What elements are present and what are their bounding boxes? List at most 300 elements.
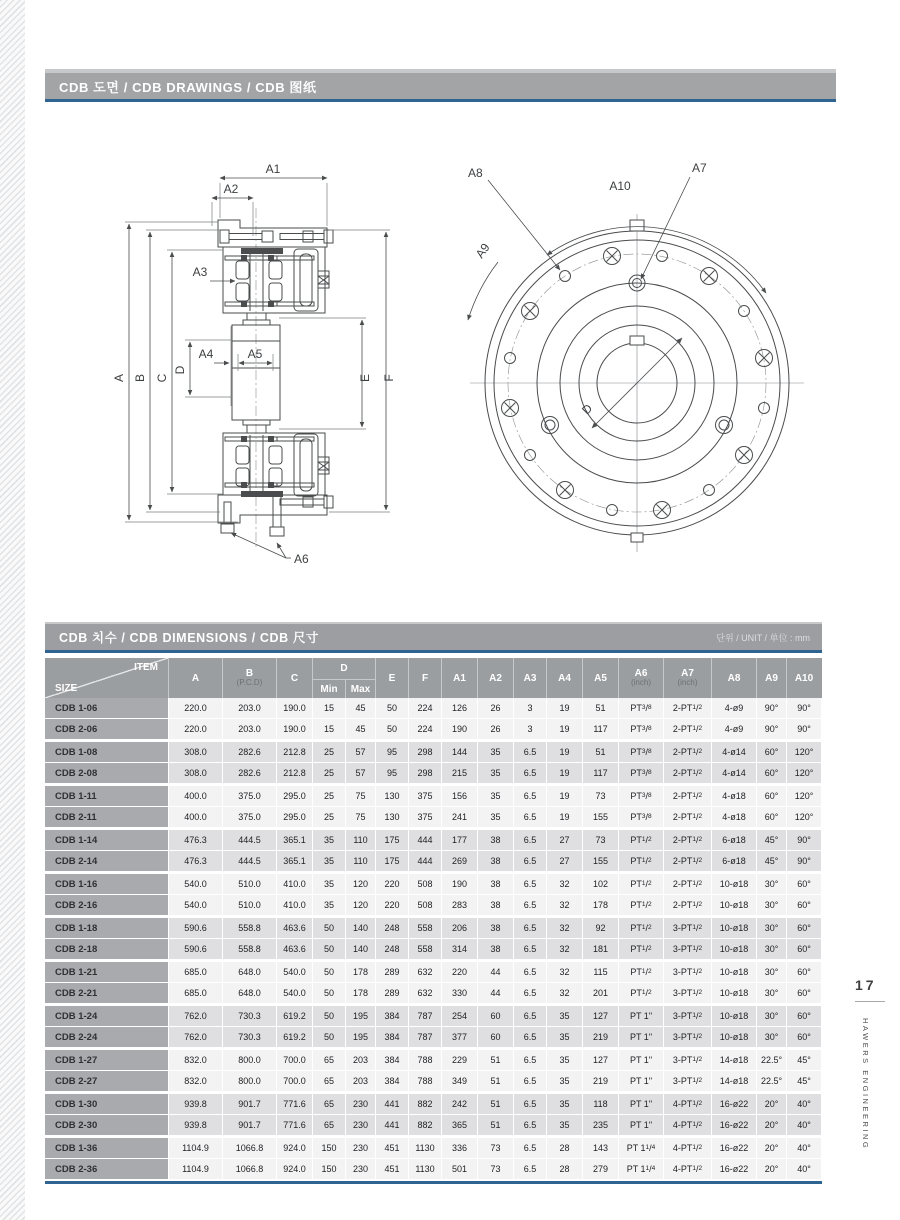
value-cell: 219 xyxy=(582,1071,618,1091)
value-cell: 788 xyxy=(408,1050,441,1070)
value-cell: 1104.9 xyxy=(168,1159,222,1179)
value-cell: 10-ø18 xyxy=(711,939,756,959)
value-cell: 10-ø18 xyxy=(711,983,756,1003)
value-cell: 384 xyxy=(375,1006,408,1026)
value-cell: 230 xyxy=(345,1094,375,1114)
value-cell: 540.0 xyxy=(276,983,312,1003)
value-cell: 314 xyxy=(441,939,477,959)
value-cell: 143 xyxy=(582,1138,618,1158)
value-cell: 6-ø18 xyxy=(711,851,756,871)
value-cell: 3-PT 1 / 2 xyxy=(663,1006,711,1026)
value-cell: 6.5 xyxy=(513,1138,546,1158)
corner-item-label: ITEM xyxy=(134,662,158,673)
value-cell: 10-ø18 xyxy=(711,1027,756,1047)
column-header-a1: A1 xyxy=(441,658,477,698)
value-cell: 50 xyxy=(312,1027,345,1047)
value-cell: 685.0 xyxy=(168,962,222,982)
value-cell: 762.0 xyxy=(168,1027,222,1047)
value-cell: 92 xyxy=(582,918,618,938)
size-cell: CDB 2-24 xyxy=(45,1027,168,1047)
value-cell: 330 xyxy=(441,983,477,1003)
value-cell: 195 xyxy=(345,1027,375,1047)
value-cell: 10-ø18 xyxy=(711,918,756,938)
size-cell: CDB 1-16 xyxy=(45,874,168,894)
column-header-f: F xyxy=(408,658,441,698)
value-cell: 375 xyxy=(408,786,441,806)
value-cell: PT 1" xyxy=(618,1027,663,1047)
value-cell: 558 xyxy=(408,918,441,938)
value-cell: 298 xyxy=(408,742,441,762)
value-cell: 242 xyxy=(441,1094,477,1114)
value-cell: 65 xyxy=(312,1115,345,1135)
table-row xyxy=(45,895,822,916)
value-cell: 120° xyxy=(786,763,821,783)
value-cell: 32 xyxy=(546,983,582,1003)
value-cell: 3-PT 1 / 2 xyxy=(663,962,711,982)
value-cell: 30° xyxy=(756,962,786,982)
value-cell: 40° xyxy=(786,1094,821,1114)
value-cell: 60° xyxy=(786,962,821,982)
value-cell: 51 xyxy=(477,1050,513,1070)
value-cell: 939.8 xyxy=(168,1115,222,1135)
value-cell: 44 xyxy=(477,983,513,1003)
value-cell: 400.0 xyxy=(168,786,222,806)
value-cell: 120° xyxy=(786,807,821,827)
label-a1: A1 xyxy=(265,162,281,176)
value-cell: 26 xyxy=(477,698,513,718)
table-corner-cell xyxy=(45,658,168,698)
value-cell: 6.5 xyxy=(513,939,546,959)
column-header-a9: A9 xyxy=(756,658,786,698)
value-cell: PT 1 1 / 4 xyxy=(618,1138,663,1158)
value-cell: 38 xyxy=(477,918,513,938)
value-cell: 144 xyxy=(441,742,477,762)
value-cell: 175 xyxy=(375,830,408,850)
dimensions-table xyxy=(45,658,822,1184)
value-cell: 762.0 xyxy=(168,1006,222,1026)
value-cell: 730.3 xyxy=(222,1006,276,1026)
value-cell: 685.0 xyxy=(168,983,222,1003)
value-cell: 10-ø18 xyxy=(711,1006,756,1026)
value-cell: 648.0 xyxy=(222,983,276,1003)
column-subheader-max: Max xyxy=(345,679,375,698)
value-cell: 73 xyxy=(477,1138,513,1158)
value-cell: 178 xyxy=(345,983,375,1003)
value-cell: 60° xyxy=(786,1027,821,1047)
value-cell: 6.5 xyxy=(513,1094,546,1114)
value-cell: 254 xyxy=(441,1006,477,1026)
value-cell: 178 xyxy=(582,895,618,915)
value-cell: 590.6 xyxy=(168,918,222,938)
value-cell: 10-ø18 xyxy=(711,874,756,894)
value-cell: 175 xyxy=(375,851,408,871)
label-e: E xyxy=(358,373,372,383)
front-dimension-lines xyxy=(468,177,766,428)
value-cell: 248 xyxy=(375,918,408,938)
value-cell: 75 xyxy=(345,807,375,827)
value-cell: PT 1" xyxy=(618,1094,663,1114)
column-header-a8: A8 xyxy=(711,658,756,698)
value-cell: 2-PT 1 / 2 xyxy=(663,807,711,827)
table-row xyxy=(45,983,822,1004)
value-cell: 38 xyxy=(477,851,513,871)
size-cell: CDB 2-16 xyxy=(45,895,168,915)
value-cell: 60° xyxy=(756,763,786,783)
value-cell: 6.5 xyxy=(513,1027,546,1047)
value-cell: 787 xyxy=(408,1006,441,1026)
front-view-drawing xyxy=(440,150,860,595)
value-cell: 50 xyxy=(312,983,345,1003)
value-cell: 181 xyxy=(582,939,618,959)
value-cell: 6.5 xyxy=(513,874,546,894)
value-cell: 6.5 xyxy=(513,962,546,982)
value-cell: 590.6 xyxy=(168,939,222,959)
value-cell: 45 xyxy=(345,698,375,718)
value-cell: 800.0 xyxy=(222,1050,276,1070)
value-cell: 212.8 xyxy=(276,742,312,762)
value-cell: 901.7 xyxy=(222,1115,276,1135)
table-row xyxy=(45,698,822,719)
column-header-d: D xyxy=(312,658,375,679)
value-cell: PT 1 / 2 xyxy=(618,830,663,850)
size-cell: CDB 2-36 xyxy=(45,1159,168,1179)
value-cell: 3-PT 1 / 2 xyxy=(663,1027,711,1047)
column-subheader-min: Min xyxy=(312,679,345,698)
column-header-a7: A7 (inch) xyxy=(663,658,711,698)
value-cell: 6.5 xyxy=(513,1159,546,1179)
value-cell: PT 1" xyxy=(618,1115,663,1135)
value-cell: 6.5 xyxy=(513,807,546,827)
value-cell: 224 xyxy=(408,719,441,739)
value-cell: 771.6 xyxy=(276,1094,312,1114)
value-cell: 219 xyxy=(582,1027,618,1047)
value-cell: 308.0 xyxy=(168,742,222,762)
label-a: A xyxy=(112,373,126,383)
value-cell: 308.0 xyxy=(168,763,222,783)
value-cell: 35 xyxy=(546,1094,582,1114)
value-cell: 410.0 xyxy=(276,895,312,915)
page-number: 17 xyxy=(855,977,877,993)
value-cell: 6.5 xyxy=(513,1006,546,1026)
value-cell: 16-ø22 xyxy=(711,1138,756,1158)
size-cell: CDB 1-08 xyxy=(45,742,168,762)
value-cell: PT 1" xyxy=(618,1071,663,1091)
value-cell: 35 xyxy=(477,786,513,806)
value-cell: 282.6 xyxy=(222,763,276,783)
value-cell: 35 xyxy=(312,851,345,871)
table-column-header xyxy=(45,658,822,698)
value-cell: 38 xyxy=(477,874,513,894)
value-cell: 476.3 xyxy=(168,830,222,850)
value-cell: 924.0 xyxy=(276,1159,312,1179)
value-cell: 10-ø18 xyxy=(711,895,756,915)
value-cell: 73 xyxy=(582,830,618,850)
table-row xyxy=(45,939,822,960)
label-a6: A6 xyxy=(294,552,309,566)
value-cell: 384 xyxy=(375,1050,408,1070)
value-cell: 220 xyxy=(375,895,408,915)
dimensions-section-title: CDB 치수 / CDB DIMENSIONS / CDB 尺寸 xyxy=(59,631,320,645)
value-cell: 632 xyxy=(408,962,441,982)
value-cell: PT 3 / 8 xyxy=(618,763,663,783)
value-cell: 50 xyxy=(312,939,345,959)
value-cell: PT 1 / 2 xyxy=(618,874,663,894)
value-cell: 60 xyxy=(477,1027,513,1047)
value-cell: 19 xyxy=(546,742,582,762)
column-header-e: E xyxy=(375,658,408,698)
size-cell: CDB 1-14 xyxy=(45,830,168,850)
value-cell: 365.1 xyxy=(276,851,312,871)
value-cell: 771.6 xyxy=(276,1115,312,1135)
table-row xyxy=(45,1050,822,1071)
dimensions-section-header xyxy=(45,622,822,653)
value-cell: 60° xyxy=(756,807,786,827)
value-cell: PT 1 / 2 xyxy=(618,939,663,959)
value-cell: 6.5 xyxy=(513,851,546,871)
value-cell: 444.5 xyxy=(222,851,276,871)
table-row xyxy=(45,962,822,983)
value-cell: 384 xyxy=(375,1027,408,1047)
value-cell: 375.0 xyxy=(222,786,276,806)
value-cell: 377 xyxy=(441,1027,477,1047)
value-cell: 444 xyxy=(408,830,441,850)
value-cell: 295.0 xyxy=(276,807,312,827)
table-body xyxy=(45,698,822,1180)
value-cell: PT 1 / 2 xyxy=(618,851,663,871)
value-cell: 115 xyxy=(582,962,618,982)
value-cell: 51 xyxy=(477,1071,513,1091)
value-cell: 40° xyxy=(786,1115,821,1135)
value-cell: 463.6 xyxy=(276,939,312,959)
value-cell: 365 xyxy=(441,1115,477,1135)
column-header-c: C xyxy=(276,658,312,698)
value-cell: 16-ø22 xyxy=(711,1115,756,1135)
value-cell: 4-ø9 xyxy=(711,698,756,718)
value-cell: 126 xyxy=(441,698,477,718)
value-cell: 35 xyxy=(477,763,513,783)
label-a5: A5 xyxy=(247,347,263,361)
value-cell: 95 xyxy=(375,763,408,783)
value-cell: 476.3 xyxy=(168,851,222,871)
value-cell: 6.5 xyxy=(513,830,546,850)
value-cell: 4-ø18 xyxy=(711,786,756,806)
value-cell: 4-PT 1 / 2 xyxy=(663,1094,711,1114)
value-cell: 32 xyxy=(546,895,582,915)
value-cell: 1066.8 xyxy=(222,1159,276,1179)
value-cell: PT 1" xyxy=(618,1050,663,1070)
value-cell: 51 xyxy=(582,742,618,762)
value-cell: 558.8 xyxy=(222,918,276,938)
value-cell: 51 xyxy=(477,1094,513,1114)
value-cell: 140 xyxy=(345,918,375,938)
size-cell: CDB 1-21 xyxy=(45,962,168,982)
size-cell: CDB 1-27 xyxy=(45,1050,168,1070)
value-cell: 444 xyxy=(408,851,441,871)
table-row xyxy=(45,1115,822,1136)
value-cell: 924.0 xyxy=(276,1138,312,1158)
value-cell: 120 xyxy=(345,895,375,915)
value-cell: 26 xyxy=(477,719,513,739)
label-d-side: D xyxy=(173,365,187,375)
value-cell: 400.0 xyxy=(168,807,222,827)
value-cell: 190.0 xyxy=(276,698,312,718)
value-cell: 45° xyxy=(786,1071,821,1091)
value-cell: 6.5 xyxy=(513,1050,546,1070)
value-cell: 32 xyxy=(546,939,582,959)
value-cell: 451 xyxy=(375,1138,408,1158)
unit-note: 단위 / UNIT / 单位 : mm xyxy=(716,632,810,643)
value-cell: 16-ø22 xyxy=(711,1159,756,1179)
value-cell: 140 xyxy=(345,939,375,959)
value-cell: 60° xyxy=(786,939,821,959)
value-cell: 16-ø22 xyxy=(711,1094,756,1114)
size-cell: CDB 2-08 xyxy=(45,763,168,783)
value-cell: 730.3 xyxy=(222,1027,276,1047)
value-cell: 540.0 xyxy=(276,962,312,982)
value-cell: 2-PT 1 / 2 xyxy=(663,763,711,783)
value-cell: 27 xyxy=(546,830,582,850)
value-cell: 4-ø14 xyxy=(711,742,756,762)
drawings-section-title: CDB 도면 / CDB DRAWINGS / CDB 图纸 xyxy=(59,79,317,95)
label-a2: A2 xyxy=(223,182,239,196)
value-cell: 410.0 xyxy=(276,874,312,894)
value-cell: 2-PT 1 / 2 xyxy=(663,895,711,915)
value-cell: 4-PT 1 / 2 xyxy=(663,1159,711,1179)
value-cell: 882 xyxy=(408,1094,441,1114)
value-cell: 35 xyxy=(546,1006,582,1026)
value-cell: 229 xyxy=(441,1050,477,1070)
value-cell: PT 3 / 8 xyxy=(618,719,663,739)
value-cell: 90° xyxy=(756,698,786,718)
value-cell: 32 xyxy=(546,918,582,938)
value-cell: 30° xyxy=(756,874,786,894)
value-cell: 510.0 xyxy=(222,895,276,915)
value-cell: 508 xyxy=(408,895,441,915)
value-cell: 220.0 xyxy=(168,719,222,739)
value-cell: 220 xyxy=(441,962,477,982)
value-cell: 150 xyxy=(312,1159,345,1179)
value-cell: 3-PT 1 / 2 xyxy=(663,1071,711,1091)
label-a3: A3 xyxy=(192,265,208,279)
table-row xyxy=(45,719,822,740)
value-cell: 279 xyxy=(582,1159,618,1179)
value-cell: 269 xyxy=(441,851,477,871)
value-cell: 501 xyxy=(441,1159,477,1179)
value-cell: 220.0 xyxy=(168,698,222,718)
table-row xyxy=(45,830,822,851)
value-cell: 6.5 xyxy=(513,1071,546,1091)
value-cell: 38 xyxy=(477,939,513,959)
value-cell: 832.0 xyxy=(168,1050,222,1070)
value-cell: 648.0 xyxy=(222,962,276,982)
column-header-a5: A5 xyxy=(582,658,618,698)
value-cell: 6.5 xyxy=(513,1115,546,1135)
value-cell: 540.0 xyxy=(168,895,222,915)
column-header-a2: A2 xyxy=(477,658,513,698)
value-cell: 1066.8 xyxy=(222,1138,276,1158)
value-cell: 90° xyxy=(786,830,821,850)
value-cell: 127 xyxy=(582,1006,618,1026)
value-cell: 4-ø14 xyxy=(711,763,756,783)
value-cell: 3 xyxy=(513,719,546,739)
value-cell: 1130 xyxy=(408,1159,441,1179)
value-cell: PT 1 / 2 xyxy=(618,918,663,938)
value-cell: 40° xyxy=(786,1138,821,1158)
value-cell: 800.0 xyxy=(222,1071,276,1091)
column-header-a3: A3 xyxy=(513,658,546,698)
value-cell: 65 xyxy=(312,1050,345,1070)
value-cell: 3-PT 1 / 2 xyxy=(663,939,711,959)
value-cell: 150 xyxy=(312,1138,345,1158)
value-cell: 365.1 xyxy=(276,830,312,850)
column-header-a4: A4 xyxy=(546,658,582,698)
value-cell: 35 xyxy=(546,1027,582,1047)
value-cell: 45° xyxy=(756,851,786,871)
value-cell: 102 xyxy=(582,874,618,894)
value-cell: 28 xyxy=(546,1138,582,1158)
value-cell: 90° xyxy=(786,698,821,718)
value-cell: 282.6 xyxy=(222,742,276,762)
value-cell: 50 xyxy=(375,698,408,718)
value-cell: 14-ø18 xyxy=(711,1071,756,1091)
value-cell: 120° xyxy=(786,742,821,762)
value-cell: 190 xyxy=(441,874,477,894)
value-cell: 901.7 xyxy=(222,1094,276,1114)
value-cell: 788 xyxy=(408,1071,441,1091)
value-cell: 6-ø18 xyxy=(711,830,756,850)
label-d-front: D xyxy=(579,401,596,418)
value-cell: 60° xyxy=(786,983,821,1003)
value-cell: 375.0 xyxy=(222,807,276,827)
value-cell: 700.0 xyxy=(276,1050,312,1070)
value-cell: 90° xyxy=(756,719,786,739)
value-cell: 40° xyxy=(786,1159,821,1179)
value-cell: 30° xyxy=(756,939,786,959)
value-cell: 178 xyxy=(345,962,375,982)
value-cell: 2-PT 1 / 2 xyxy=(663,786,711,806)
value-cell: 375 xyxy=(408,807,441,827)
value-cell: 235 xyxy=(582,1115,618,1135)
value-cell: 4-PT 1 / 2 xyxy=(663,1115,711,1135)
value-cell: 230 xyxy=(345,1159,375,1179)
value-cell: 700.0 xyxy=(276,1071,312,1091)
value-cell: 51 xyxy=(477,1115,513,1135)
value-cell: PT 3 / 8 xyxy=(618,742,663,762)
value-cell: 19 xyxy=(546,719,582,739)
value-cell: 349 xyxy=(441,1071,477,1091)
value-cell: PT 1 / 2 xyxy=(618,962,663,982)
value-cell: 4-ø18 xyxy=(711,807,756,827)
value-cell: 32 xyxy=(546,962,582,982)
value-cell: 3-PT 1 / 2 xyxy=(663,1050,711,1070)
size-cell: CDB 2-14 xyxy=(45,851,168,871)
value-cell: PT 1 1 / 4 xyxy=(618,1159,663,1179)
value-cell: 22.5° xyxy=(756,1071,786,1091)
clutch-body-outline xyxy=(218,220,333,536)
value-cell: 220 xyxy=(375,874,408,894)
value-cell: 177 xyxy=(441,830,477,850)
value-cell: 127 xyxy=(582,1050,618,1070)
value-cell: 289 xyxy=(375,962,408,982)
table-row xyxy=(45,786,822,807)
value-cell: 60° xyxy=(756,742,786,762)
size-cell: CDB 2-27 xyxy=(45,1071,168,1091)
table-bottom-rule xyxy=(45,1181,822,1184)
table-row xyxy=(45,807,822,828)
value-cell: 201 xyxy=(582,983,618,1003)
value-cell: 190 xyxy=(441,719,477,739)
value-cell: 3-PT 1 / 2 xyxy=(663,918,711,938)
